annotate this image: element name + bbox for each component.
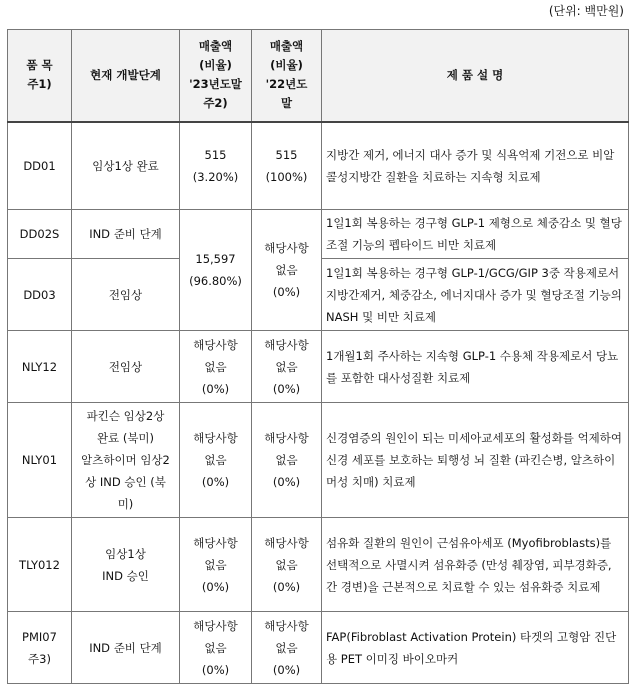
header-stage: 현재 개발단계 [72, 30, 180, 122]
unit-note: (단위: 백만원) [548, 4, 624, 18]
cell-item: DD03 [8, 259, 72, 331]
header-item: 품 목 주1) [8, 30, 72, 122]
pipeline-table [7, 29, 629, 684]
cell-description: 1개월1회 주사하는 지속형 GLP-1 수용체 작용제로서 당뇨를 포함한 대사성질환 치료제 [322, 331, 629, 403]
cell-stage: 전임상 [72, 331, 180, 403]
header-sales-2023: 매출액 (비율) '23년도말 주2) [180, 30, 252, 122]
cell-sales-2022: 515 (100%) [252, 122, 322, 210]
cell-item: TLY012 [8, 518, 72, 612]
cell-sales-2022: 해당사항 없음 (0%) [252, 403, 322, 518]
cell-item: NLY01 [8, 403, 72, 518]
cell-item: DD02S [8, 210, 72, 259]
cell-stage: 임상1상 완료 [72, 122, 180, 210]
cell-sales-2023: 해당사항 없음 (0%) [180, 403, 252, 518]
header-sales-2022: 매출액 (비율) '22년도 말 [252, 30, 322, 122]
cell-sales-2023: 해당사항 없음 (0%) [180, 331, 252, 403]
cell-description: 지방간 제거, 에너지 대사 증가 및 식욕억제 기전으로 비알콜성지방간 질환을 치료하는 지속형 치료제 [322, 122, 629, 210]
cell-sales-2023: 515 (3.20%) [180, 122, 252, 210]
cell-item: DD01 [8, 122, 72, 210]
table-row [8, 403, 629, 518]
header-description: 제 품 설 명 [322, 30, 629, 122]
table-row [8, 122, 629, 210]
cell-description: 섬유화 질환의 원인이 근섬유아세포 (Myofibroblasts)를 선택적으로 사멸시켜 섬유화증 (만성 췌장염, 피부경화증, 간 경변)을 근본적으로 치료할 수 있는 섬유화증 치료제 [322, 518, 629, 612]
cell-description: 신경염증의 원인이 되는 미세아교세포의 활성화를 억제하여 신경 세포를 보호하는 퇴행성 뇌 질환 (파킨슨병, 알츠하이머성 치매) 치료제 [322, 403, 629, 518]
table-row [8, 612, 629, 684]
cell-description: 1일1회 복용하는 경구형 GLP-1/GCG/GIP 3중 작용제로서 지방간제거, 체중감소, 에너지대사 증가 및 혈당조절 기능의 NASH 및 비만 치료제 [322, 259, 629, 331]
cell-sales-2022: 해당사항 없음 (0%) [252, 331, 322, 403]
table-row [8, 518, 629, 612]
cell-item: PMI07 주3) [8, 612, 72, 684]
cell-stage: 임상1상 IND 승인 [72, 518, 180, 612]
table-row [8, 331, 629, 403]
cell-item: NLY12 [8, 331, 72, 403]
cell-sales-2022: 해당사항 없음 (0%) [252, 612, 322, 684]
cell-stage: IND 준비 단계 [72, 210, 180, 259]
cell-stage: IND 준비 단계 [72, 612, 180, 684]
cell-description: FAP(Fibroblast Activation Protein) 타겟의 고형암 진단용 PET 이미징 바이오마커 [322, 612, 629, 684]
cell-sales-2022: 해당사항 없음 (0%) [252, 518, 322, 612]
cell-sales-2023-merged: 15,597 (96.80%) [180, 210, 252, 331]
table-row [8, 210, 629, 259]
cell-sales-2023: 해당사항 없음 (0%) [180, 518, 252, 612]
cell-description: 1일1회 복용하는 경구형 GLP-1 제형으로 체중감소 및 혈당조절 기능의 펩타이드 비만 치료제 [322, 210, 629, 259]
cell-sales-2022-merged: 해당사항 없음 (0%) [252, 210, 322, 331]
table-header-row [8, 30, 629, 122]
cell-sales-2023: 해당사항 없음 (0%) [180, 612, 252, 684]
cell-stage: 파킨슨 임상2상 완료 (북미) 알츠하이머 임상2 상 IND 승인 (북 미) [72, 403, 180, 518]
cell-stage: 전임상 [72, 259, 180, 331]
